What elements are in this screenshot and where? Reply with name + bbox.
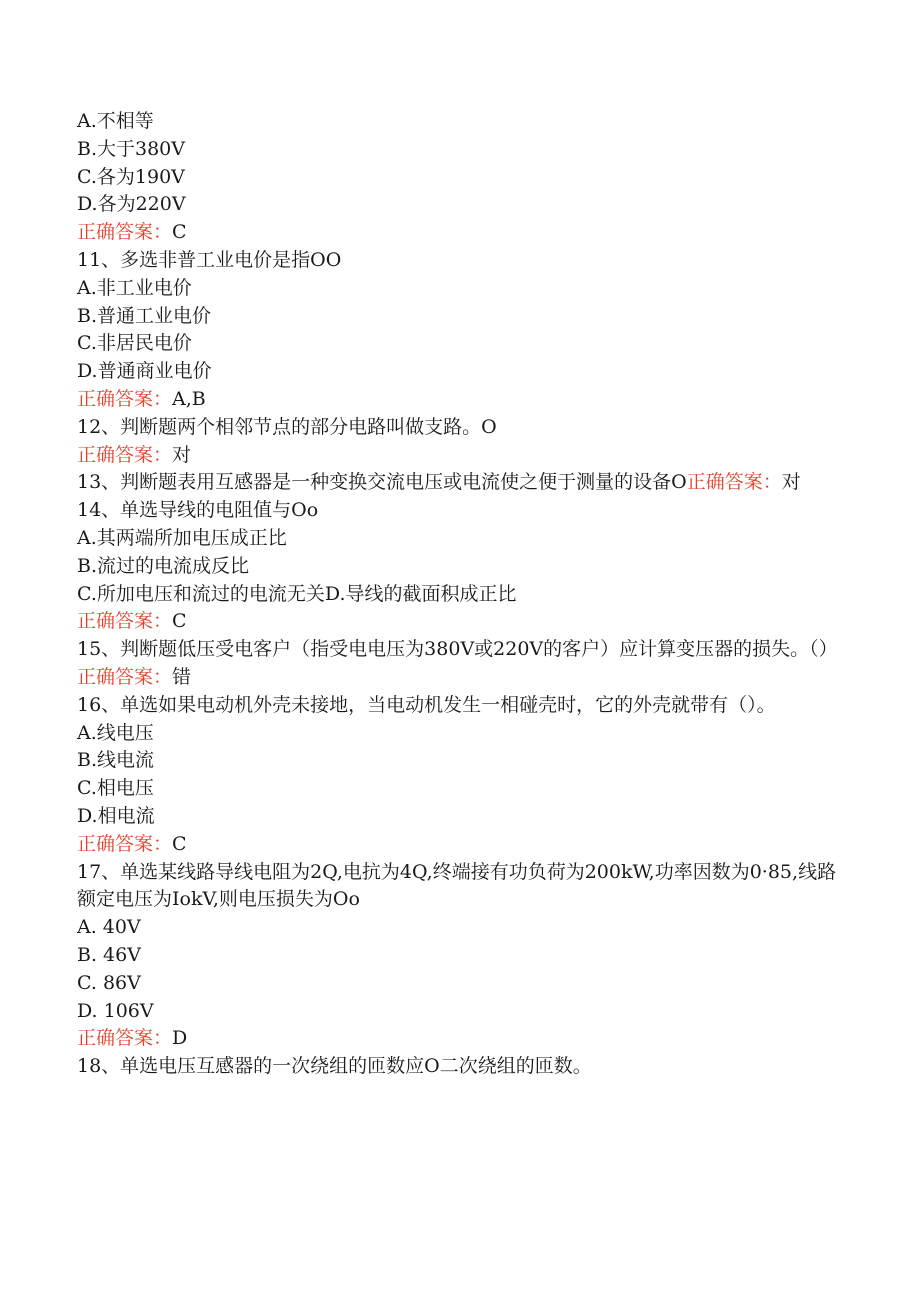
answer-option: A.非工业电价 [77, 276, 192, 299]
correct-answer [77, 1025, 837, 1053]
question-text: 12、判断题两个相邻节点的部分电路叫做支路。O [77, 415, 497, 438]
correct-answer [77, 219, 837, 247]
correct-answer-value: C [172, 610, 187, 633]
answer-option: A. 40V [77, 916, 141, 939]
question-text: 17、单选某线路导线电阻为2Q,电抗为4Q,终端接有功负荷为200kW,功率因数为0·85,线路额定电压为IokV,则电压损失为Oo [77, 860, 837, 911]
question-text: 15、判断题低压受电客户（指受电电压为380V或220V的客户）应计算变压器的损失。（） [77, 638, 838, 661]
correct-answer-label: 正确答案： [77, 832, 173, 855]
answer-option: B. 46V [77, 943, 141, 966]
answer-option: C. 86V [77, 971, 141, 994]
answer-option: A.其两端所加电压成正比 [77, 526, 287, 549]
correct-answer [77, 664, 837, 692]
answer-option: B.大于380V [77, 137, 185, 160]
answer-option: D. 106V [77, 999, 154, 1022]
correct-answer-value: 错 [172, 665, 192, 688]
question-text: 16、单选如果电动机外壳未接地，当电动机发生一相碰壳时，它的外壳就带有（）。 [77, 693, 776, 716]
correct-answer-value: 对 [172, 443, 192, 466]
correct-answer [77, 608, 837, 636]
answer-option: A.不相等 [77, 110, 154, 132]
answer-option: B.普通工业电价 [77, 304, 212, 327]
correct-answer-label: 正确答案： [77, 387, 173, 410]
answer-option: C.相电压 [77, 777, 154, 800]
correct-answer [77, 442, 837, 470]
answer-option: A.线电压 [77, 721, 154, 744]
question-text: 11、多选非普工业电价是指OO [77, 248, 342, 271]
question-text [77, 469, 837, 497]
answer-option: C.所加电压和流过的电流无关D.导线的截面积成正比 [77, 582, 517, 605]
correct-answer-value: C [172, 221, 187, 244]
correct-answer [77, 831, 837, 859]
correct-answer-value: C [172, 832, 187, 855]
correct-answer-label: 正确答案： [77, 1027, 173, 1050]
answer-option: D.普通商业电价 [77, 360, 212, 383]
correct-answer-value: 对 [781, 471, 801, 494]
correct-answer-value: A,B [172, 387, 206, 410]
correct-answer [77, 386, 837, 414]
correct-answer-label: 正确答案： [77, 221, 173, 244]
answer-option: B.流过的电流成反比 [77, 554, 250, 577]
correct-answer-label: 正确答案： [77, 443, 173, 466]
correct-answer-label: 正确答案： [686, 471, 782, 494]
question-text: 14、单选导线的电阻值与Oo [77, 499, 319, 522]
answer-option: B.线电流 [77, 749, 155, 772]
document-page [77, 108, 837, 1081]
answer-option: D.相电流 [77, 804, 155, 827]
question-text: 18、单选电压互感器的一次绕组的匝数应O二次绕组的匝数。 [77, 1055, 592, 1078]
correct-answer-label: 正确答案： [77, 665, 173, 688]
correct-answer-label: 正确答案： [77, 610, 173, 633]
answer-option: C.各为190V [77, 165, 185, 188]
correct-answer-value: D [172, 1027, 188, 1050]
answer-option: C.非居民电价 [77, 332, 192, 355]
question-body: 13、判断题表用互感器是一种变换交流电压或电流使之便于测量的设备O [77, 471, 687, 494]
answer-option: D.各为220V [77, 193, 186, 216]
